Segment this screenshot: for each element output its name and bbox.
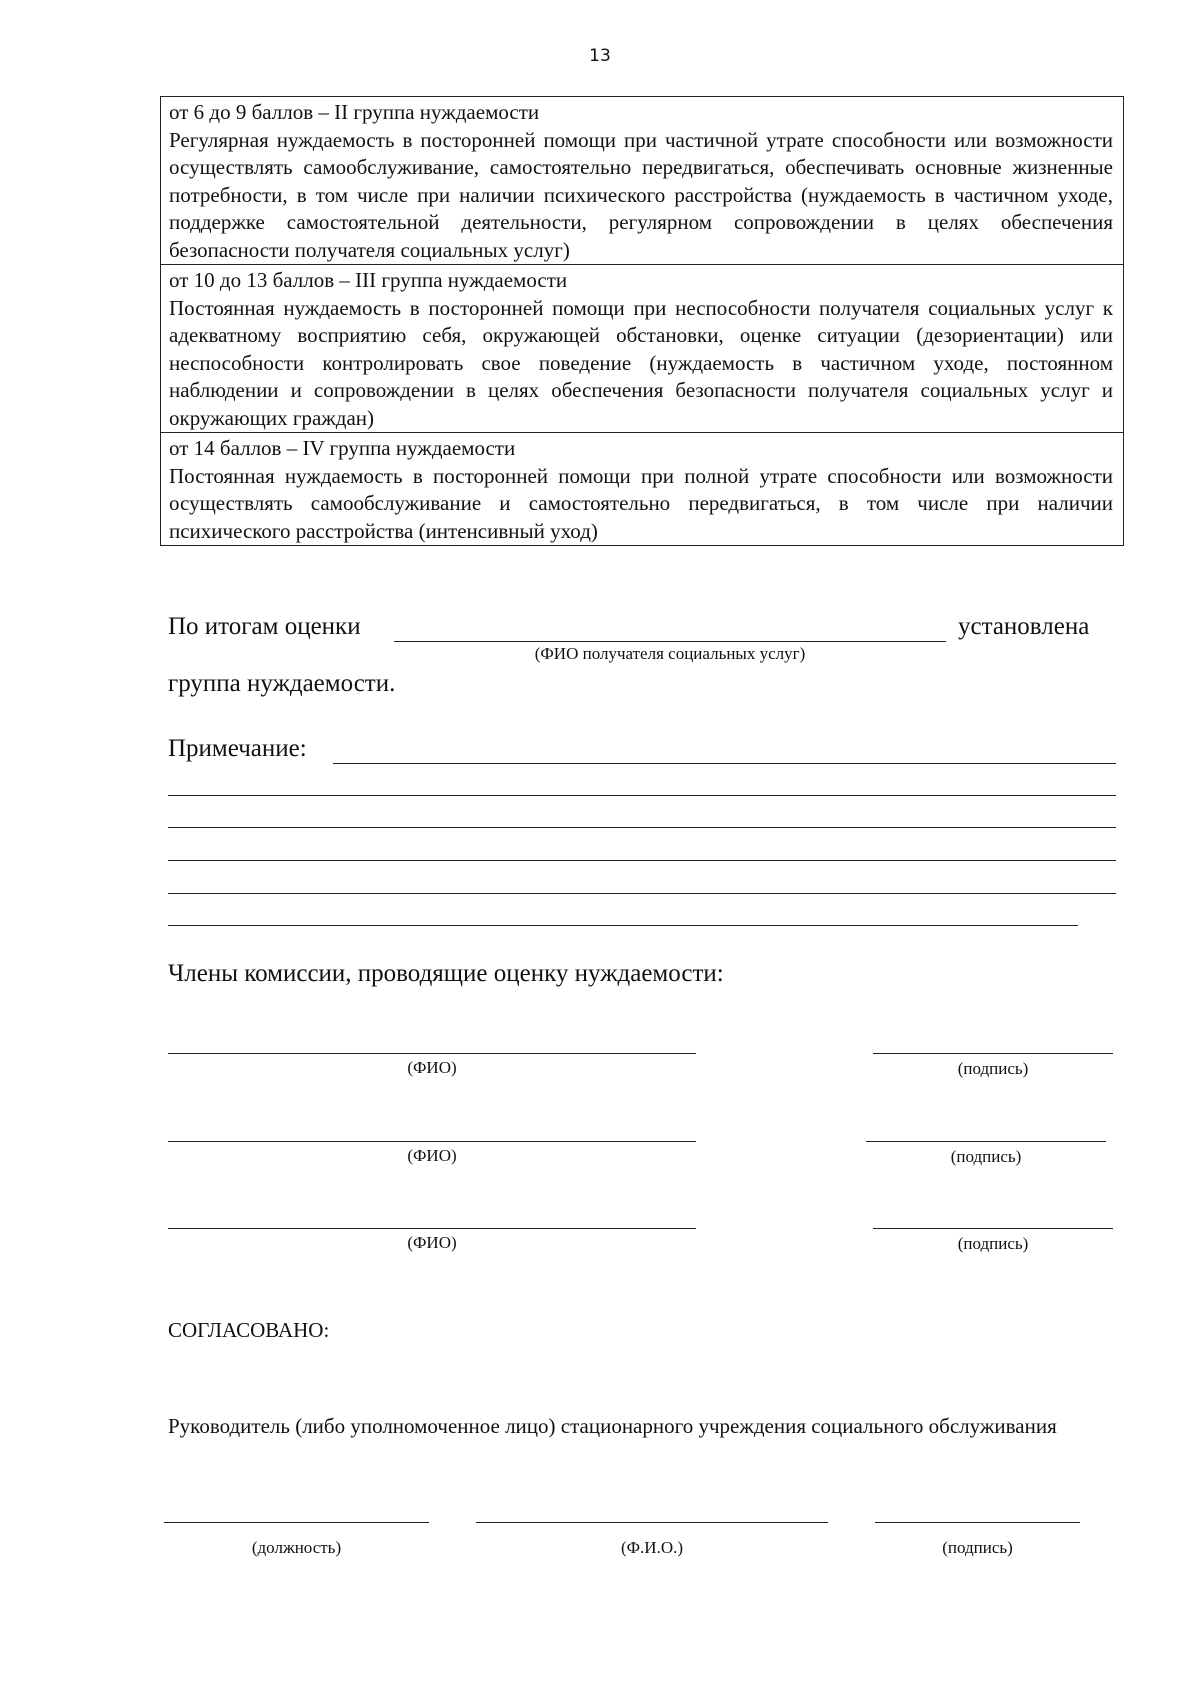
agreed-label: СОГЛАСОВАНО: [168,1318,330,1342]
fio-caption: (ФИО) [407,1058,457,1077]
group-row-iv [161,432,1123,546]
signature-field[interactable] [866,1141,1106,1142]
group-description: Регулярная нуждаемость в посторонней помощи при частичной утрате способности или возможности осуществлять самообслуживание, самостоятельно передвигаться, обеспечивать основные жизненные потребности, в том числе при наличии психического расстройства (нуждаемость в частичном уходе, поддержке самостоятельной деятельности, регулярном сопровождении в целях обеспечения безопасности получателя социальных услуг) [169,127,1113,262]
head-fio-caption: (Ф.И.О.) [620,1538,684,1557]
note-line[interactable] [333,763,1116,764]
assessment-prefix: По итогам оценки [168,613,361,640]
group-heading: от 10 до 13 баллов – III группа нуждаемости [169,268,568,292]
signature-caption: (подпись) [957,1234,1029,1253]
position-field[interactable] [164,1522,429,1523]
signature-field[interactable] [873,1053,1113,1054]
head-text: Руководитель (либо уполномоченное лицо) стационарного учреждения социального обслуживания [168,1414,1057,1438]
group-row-ii [161,96,1123,264]
note-line[interactable] [168,860,1116,861]
signature-caption: (подпись) [957,1059,1029,1078]
note-line[interactable] [168,795,1116,796]
commission-title: Члены комиссии, проводящие оценку нуждаемости: [168,960,724,987]
group-description: Постоянная нуждаемость в посторонней помощи при полной утрате способности или возможности осуществлять самообслуживание и самостоятельно передвигаться, в том числе при наличии психического расстройства (интенсивный уход) [169,463,1113,543]
note-label: Примечание: [168,735,307,762]
fio-field[interactable] [168,1053,696,1054]
fio-caption: (ФИО) [407,1146,457,1165]
assessment-line2: группа нуждаемости. [168,670,396,697]
fio-field[interactable] [168,1141,696,1142]
note-line[interactable] [168,925,1078,926]
head-signature-caption: (подпись) [942,1538,1013,1557]
group-row-iii [161,264,1123,432]
assessment-suffix: установлена [958,613,1090,640]
fio-caption: (ФИО) [407,1233,457,1252]
head-signature-field[interactable] [875,1522,1080,1523]
signature-field[interactable] [873,1228,1113,1229]
note-line[interactable] [168,827,1116,828]
page-number: 13 [589,46,611,66]
head-fio-field[interactable] [476,1522,828,1523]
note-line[interactable] [168,893,1116,894]
position-caption: (должность) [251,1538,342,1557]
needs-groups-table [160,96,1124,546]
group-description: Постоянная нуждаемость в посторонней помощи при неспособности получателя социальных услуг к адекватному восприятию себя, окружающей обстановки, оценке ситуации (дезориентации) или неспособности контролировать свое поведение (нуждаемость в частичном уходе, постоянном наблюдении и сопровождении в целях обеспечения безопасности получателя социальных услуг и окружающих граждан) [169,295,1113,430]
recipient-name-caption: (ФИО получателя социальных услуг) [534,644,806,663]
group-heading: от 14 баллов – IV группа нуждаемости [169,436,516,460]
fio-field[interactable] [168,1228,696,1229]
signature-caption: (подпись) [950,1147,1022,1166]
recipient-name-field[interactable] [394,641,946,642]
group-heading: от 6 до 9 баллов – II группа нуждаемости [169,100,540,124]
